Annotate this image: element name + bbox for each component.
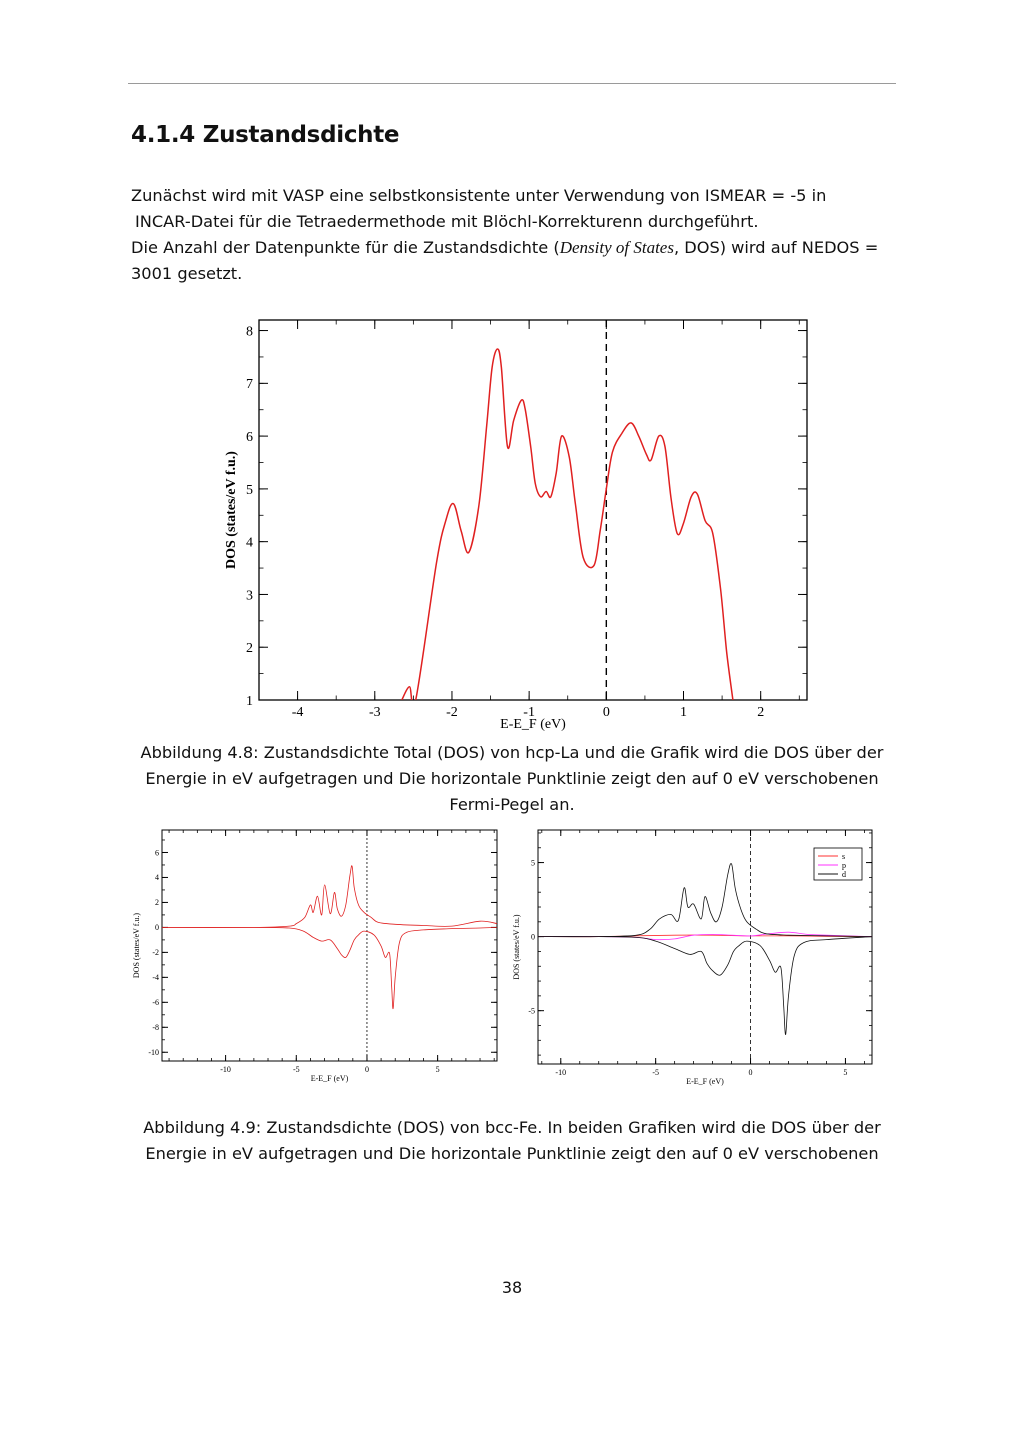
x-tick-label: -10 — [555, 1068, 567, 1077]
legend-box — [814, 848, 862, 880]
x-tick-label: 5 — [435, 1065, 440, 1074]
x-tick-label: 5 — [843, 1068, 848, 1077]
x-tick-label: 1 — [680, 705, 688, 720]
x-tick-label: -5 — [292, 1065, 300, 1074]
figure-4-8-dos-plot — [215, 312, 820, 744]
x-tick-label: 0 — [748, 1068, 753, 1077]
dos-series-line — [162, 927, 497, 1008]
figure-4-9-right-dos-plot — [510, 826, 876, 1088]
caption-4-8-line-2: Energie in eV aufgetragen und Die horizontale Punktlinie zeigt den auf 0 eV verschobenen — [145, 769, 879, 788]
caption-4-8-line-1: Abbildung 4.8: Zustandsdichte Total (DOS) von hcp-La und die Grafik wird die DOS über der — [140, 743, 884, 762]
legend-label-p: p — [842, 861, 846, 870]
paragraph-line-3-italic: Density of States — [559, 238, 674, 257]
x-tick-label: -10 — [220, 1065, 231, 1074]
caption-4-9-line-1: Abbildung 4.9: Zustandsdichte (DOS) von bcc-Fe. In beiden Grafiken wird die DOS über der — [143, 1118, 881, 1137]
x-axis-label: E-E_F (eV) — [310, 1074, 349, 1083]
y-axis-label: DOS (states/eV f.u.) — [224, 451, 239, 569]
y-tick-label: -4 — [152, 973, 159, 983]
y-tick-label: 1 — [246, 693, 253, 709]
x-tick-label: 0 — [602, 705, 610, 720]
y-tick-label: 7 — [246, 377, 253, 393]
y-tick-label: 0 — [155, 923, 159, 933]
dos-series-line — [402, 349, 733, 707]
y-tick-label: 2 — [155, 898, 159, 908]
y-tick-label: 8 — [246, 324, 253, 340]
y-tick-label: 4 — [155, 873, 159, 883]
x-tick-label: -1 — [523, 705, 535, 720]
paragraph-line-3 — [131, 235, 931, 261]
dos-series-line — [538, 937, 872, 1035]
y-tick-label: -10 — [148, 1048, 159, 1058]
x-axis-label: E-E_F (eV) — [500, 717, 566, 732]
paragraph-line-3-a: Die Anzahl der Datenpunkte für die Zustandsdichte ( — [131, 238, 560, 257]
y-tick-label: 3 — [246, 588, 253, 604]
x-tick-label: -3 — [368, 705, 381, 720]
x-tick-label: -5 — [652, 1068, 659, 1077]
header-rule — [128, 83, 896, 84]
dos-series-line — [162, 866, 497, 928]
y-tick-label: 6 — [246, 430, 253, 446]
paragraph-line-4: 3001 gesetzt. — [131, 264, 243, 283]
x-tick-label: -4 — [291, 705, 304, 720]
page-number: 38 — [501, 1278, 523, 1297]
y-tick-label: -6 — [152, 998, 159, 1008]
y-axis-label: DOS (states/eV f.u.) — [132, 912, 141, 979]
y-tick-label: 5 — [246, 482, 253, 498]
legend-label-d: d — [842, 870, 846, 879]
series-group — [162, 866, 497, 1009]
x-tick-label: 2 — [757, 705, 765, 720]
series-group — [402, 349, 733, 707]
y-tick-label: -2 — [152, 948, 159, 958]
y-tick-label: 0 — [531, 932, 535, 942]
caption-4-9-line-2: Energie in eV aufgetragen und Die horizontale Punktlinie zeigt den auf 0 eV verschobenen — [145, 1144, 879, 1163]
x-tick-label: 0 — [364, 1065, 369, 1074]
caption-4-8-line-3: Fermi-Pegel an. — [449, 795, 575, 814]
paragraph-line-3-b: , DOS) wird auf NEDOS = — [673, 238, 879, 257]
section-heading: 4.1.4 Zustandsdichte — [131, 122, 400, 148]
y-tick-label: -8 — [152, 1023, 159, 1033]
y-tick-label: -5 — [528, 1006, 535, 1016]
y-tick-label: 6 — [155, 848, 159, 858]
paragraph-line-1: Zunächst wird mit VASP eine selbstkonsistente unter Verwendung von ISMEAR = -5 in — [131, 186, 827, 205]
plot-frame — [259, 320, 807, 700]
y-tick-label: 2 — [246, 641, 253, 657]
figure-4-9-left-dos-plot — [130, 826, 500, 1088]
series-group — [538, 864, 872, 1035]
y-tick-label: 4 — [246, 535, 253, 551]
paragraph-line-2: INCAR-Datei für die Tetraedermethode mit Blöchl-Korrekturenn durchgeführt. — [135, 212, 759, 231]
x-tick-label: -2 — [446, 705, 458, 720]
y-axis-label: DOS (states/eV f.u.) — [512, 914, 521, 980]
x-axis-label: E-E_F (eV) — [686, 1077, 724, 1086]
y-tick-label: 5 — [531, 858, 535, 868]
plot-frame — [162, 830, 497, 1061]
legend-label-s: s — [842, 852, 846, 861]
